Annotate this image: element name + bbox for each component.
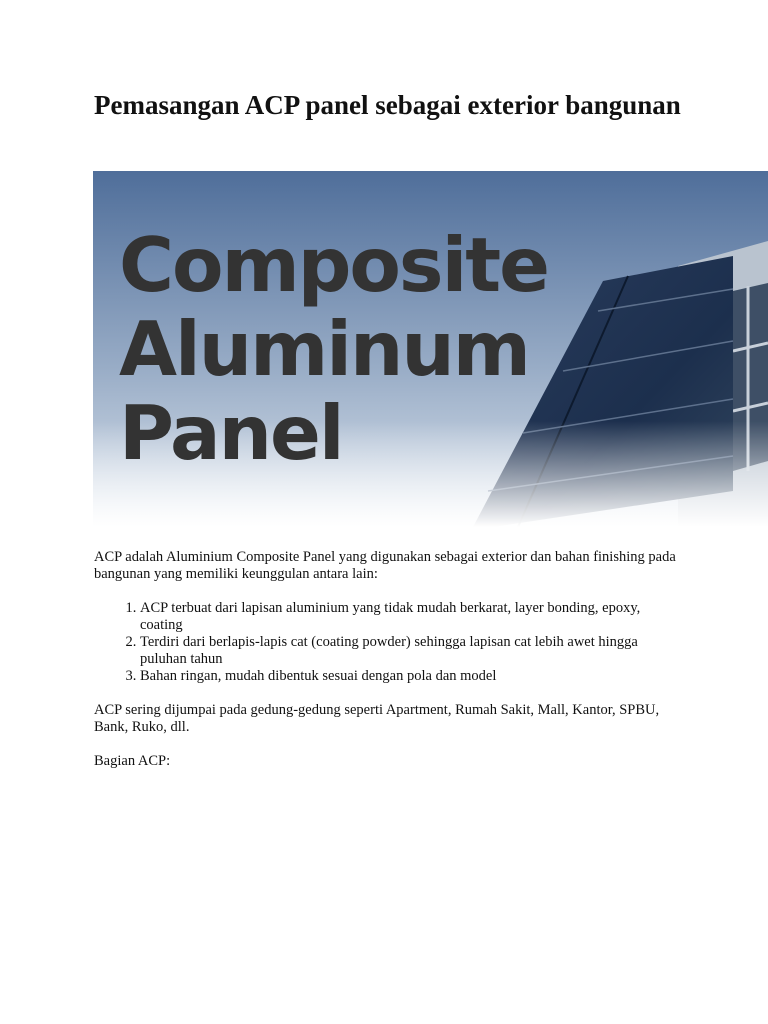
hero-line-aluminum: Aluminum [119, 305, 529, 393]
article-body [94, 549, 684, 787]
list-item: 3. Bahan ringan, mudah dibentuk sesuai dengan pola dan model [140, 668, 684, 685]
hero-heading [119, 223, 548, 475]
hero-line-panel: Panel [119, 389, 343, 477]
list-item: 1. ACP terbuat dari lapisan aluminium yang tidak mudah berkarat, layer bonding, epoxy, coating [140, 600, 684, 634]
parts-label: Bagian ACP: [94, 753, 171, 769]
usage-paragraph: ACP sering dijumpai pada gedung-gedung seperti Apartment, Rumah Sakit, Mall, Kantor, SPBU, Bank, Ruko, dll. [94, 702, 660, 735]
hero-line-composite: Composite [119, 221, 548, 309]
page-title: Pemasangan ACP panel sebagai exterior bangunan [94, 90, 681, 120]
hero-image [93, 171, 768, 527]
advantages-list [94, 600, 684, 685]
list-item: 2. Terdiri dari berlapis-lapis cat (coating powder) sehingga lapisan cat lebih awet hingga puluhan tahun [140, 634, 684, 668]
intro-paragraph: ACP adalah Aluminium Composite Panel yang digunakan sebagai exterior dan bahan finishing pada bangunan yang memiliki keunggulan antara lain: [94, 549, 676, 582]
